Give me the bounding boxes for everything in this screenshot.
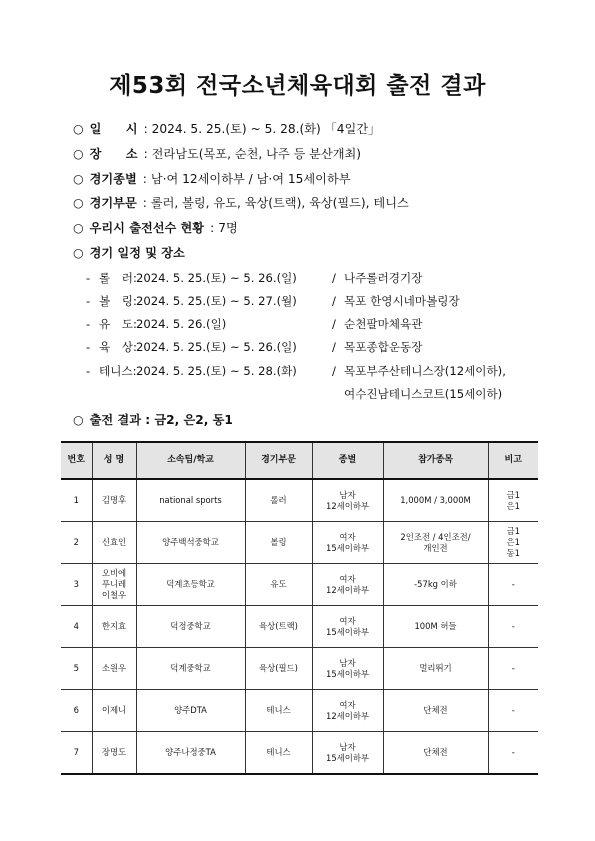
cell-team: 덕계초등학교 xyxy=(136,564,245,606)
separator-slash: / xyxy=(332,294,336,308)
cell-note: - xyxy=(488,606,538,648)
cell-name: 장명도 xyxy=(92,732,136,775)
header-number: 번호 xyxy=(61,442,92,479)
bullet-mark: ○ xyxy=(73,221,84,235)
document-title: 제53회 전국소년체육대회 출전 결과 xyxy=(109,73,486,99)
bullet-mark: ○ xyxy=(73,147,84,161)
result-heading-text: 출전 결과 : 금2, 은2, 동1 xyxy=(89,413,233,427)
info-category xyxy=(73,171,351,187)
colon: : xyxy=(142,172,147,186)
table-row xyxy=(61,522,538,564)
schedule-event-text: 유 도 xyxy=(99,317,133,331)
info-place-label: 장 소 xyxy=(89,147,138,161)
schedule-heading xyxy=(73,245,185,261)
info-date-value: 2024. 5. 25.(토) ~ 5. 28.(화) 「4일간」 xyxy=(151,122,381,136)
dash-mark: - xyxy=(86,294,91,308)
info-athletes-value: 7명 xyxy=(218,221,238,235)
cell-entry: 단체전 xyxy=(383,732,488,775)
cell-note: 금1 은1 xyxy=(488,479,538,522)
cell-number: 2 xyxy=(61,522,92,564)
schedule-venue: 목포 한영시네마볼링장 xyxy=(344,294,460,308)
cell-entry: 1,000M / 3,000M xyxy=(383,479,488,522)
table-row xyxy=(61,732,538,775)
info-date-label: 일 시 xyxy=(89,122,138,136)
cell-number: 4 xyxy=(61,606,92,648)
bullet-mark: ○ xyxy=(73,122,84,136)
dash-mark: - xyxy=(86,317,91,331)
info-events-value: 롤러, 볼링, 유도, 육상(트랙), 육상(필드), 테니스 xyxy=(150,196,409,210)
cell-division: 여자 12세이하부 xyxy=(312,564,383,606)
dash-mark: - xyxy=(86,340,91,354)
schedule-event-text: 볼 링 xyxy=(99,294,133,308)
table-row xyxy=(61,479,538,522)
schedule-event xyxy=(99,339,137,355)
separator-slash: / xyxy=(332,317,336,331)
table-row xyxy=(61,690,538,732)
cell-number: 5 xyxy=(61,648,92,690)
cell-team: 덕정중학교 xyxy=(136,606,245,648)
schedule-event xyxy=(99,316,137,332)
schedule-event-text: 테니스 xyxy=(99,364,133,378)
cell-name: 이제니 xyxy=(92,690,136,732)
cell-team: 양주백석중학교 xyxy=(136,522,245,564)
schedule-event xyxy=(99,363,137,379)
info-date xyxy=(73,121,380,137)
colon: : xyxy=(133,340,137,354)
schedule-venue: 순천팔마체육관 xyxy=(344,317,423,331)
cell-name: 소원우 xyxy=(92,648,136,690)
header-team: 소속팀/학교 xyxy=(136,442,245,479)
colon: : xyxy=(132,364,137,378)
cell-event: 볼링 xyxy=(245,522,312,564)
schedule-venue: 나주롤러경기장 xyxy=(344,271,423,285)
header-event: 경기부문 xyxy=(245,442,312,479)
cell-event: 육상(필드) xyxy=(245,648,312,690)
separator-slash: / xyxy=(332,340,336,354)
cell-event: 테니스 xyxy=(245,732,312,775)
cell-division: 남자 15세이하부 xyxy=(312,648,383,690)
bullet-mark: ○ xyxy=(73,246,84,260)
cell-division: 남자 15세이하부 xyxy=(312,732,383,775)
cell-event: 테니스 xyxy=(245,690,312,732)
schedule-venue-continued: 여수진남테니스코트(15세이하) xyxy=(344,387,503,401)
cell-entry: 2인조전 / 4인조전/ 개인전 xyxy=(383,522,488,564)
bullet-mark: ○ xyxy=(73,413,84,427)
cell-team: 양주나정중TA xyxy=(136,732,245,775)
table-header-row xyxy=(61,442,538,479)
cell-event: 유도 xyxy=(245,564,312,606)
info-athletes-label: 우리시 출전선수 현황 xyxy=(89,221,205,235)
cell-entry: 100M 허들 xyxy=(383,606,488,648)
dash-mark: - xyxy=(86,364,91,378)
schedule-date: 2024. 5. 25.(토) ~ 5. 26.(일) xyxy=(136,271,297,285)
info-place-value: 전라남도(목포, 순천, 나주 등 분산개최) xyxy=(151,147,362,161)
schedule-venue: 목포종합운동장 xyxy=(344,340,423,354)
cell-name: 신효인 xyxy=(92,522,136,564)
header-name: 성 명 xyxy=(92,442,136,479)
info-category-value: 남·여 12세이하부 / 남·여 15세이하부 xyxy=(150,172,351,186)
schedule-venue: 목포부주산테니스장(12세이하), xyxy=(344,364,506,378)
cell-number: 7 xyxy=(61,732,92,775)
cell-entry: 멀리뛰기 xyxy=(383,648,488,690)
cell-team: national sports xyxy=(136,479,245,522)
schedule-date: 2024. 5. 25.(토) ~ 5. 27.(월) xyxy=(136,294,297,308)
colon: : xyxy=(142,196,147,210)
colon: : xyxy=(210,221,215,235)
cell-division: 여자 15세이하부 xyxy=(312,522,383,564)
schedule-event xyxy=(99,270,137,286)
cell-note: - xyxy=(488,690,538,732)
schedule-event-text: 육 상 xyxy=(99,340,133,354)
table-row xyxy=(61,648,538,690)
separator-slash: / xyxy=(332,364,336,378)
cell-name: 김명후 xyxy=(92,479,136,522)
header-note: 비고 xyxy=(488,442,538,479)
cell-team: 양주DTA xyxy=(136,690,245,732)
bullet-mark: ○ xyxy=(73,172,84,186)
separator-slash: / xyxy=(332,271,336,285)
cell-entry: -57kg 이하 xyxy=(383,564,488,606)
cell-division: 남자 12세이하부 xyxy=(312,479,383,522)
colon: : xyxy=(133,271,137,285)
colon: : xyxy=(143,147,148,161)
cell-note: 금1 은1 동1 xyxy=(488,522,538,564)
cell-number: 1 xyxy=(61,479,92,522)
cell-team: 덕계중학교 xyxy=(136,648,245,690)
info-category-label: 경기종별 xyxy=(89,172,137,186)
colon: : xyxy=(133,294,137,308)
schedule-date: 2024. 5. 26.(일) xyxy=(136,317,227,331)
cell-division: 여자 15세이하부 xyxy=(312,606,383,648)
result-heading xyxy=(73,412,233,428)
cell-note: - xyxy=(488,564,538,606)
table-row xyxy=(61,606,538,648)
cell-division: 여자 12세이하부 xyxy=(312,690,383,732)
header-entry: 참가종목 xyxy=(383,442,488,479)
colon: : xyxy=(133,317,137,331)
cell-note: - xyxy=(488,732,538,775)
info-athletes xyxy=(73,220,238,236)
cell-name: 오비에 푸니레 이철우 xyxy=(92,564,136,606)
results-table xyxy=(61,441,538,775)
cell-note: - xyxy=(488,648,538,690)
dash-mark: - xyxy=(86,271,91,285)
schedule-event xyxy=(99,293,137,309)
schedule-date: 2024. 5. 25.(토) ~ 5. 28.(화) xyxy=(136,364,297,378)
table-row xyxy=(61,564,538,606)
schedule-event-text: 롤 러 xyxy=(99,271,133,285)
cell-name: 한지효 xyxy=(92,606,136,648)
schedule-date: 2024. 5. 25.(토) ~ 5. 26.(일) xyxy=(136,340,297,354)
bullet-mark: ○ xyxy=(73,196,84,210)
info-events xyxy=(73,195,409,211)
cell-event: 롤러 xyxy=(245,479,312,522)
cell-entry: 단체전 xyxy=(383,690,488,732)
colon: : xyxy=(143,122,148,136)
info-place xyxy=(73,146,361,162)
cell-event: 육상(트랙) xyxy=(245,606,312,648)
header-division: 종별 xyxy=(312,442,383,479)
info-events-label: 경기부문 xyxy=(89,196,137,210)
cell-number: 6 xyxy=(61,690,92,732)
schedule-heading-text: 경기 일정 및 장소 xyxy=(89,246,185,260)
cell-number: 3 xyxy=(61,564,92,606)
